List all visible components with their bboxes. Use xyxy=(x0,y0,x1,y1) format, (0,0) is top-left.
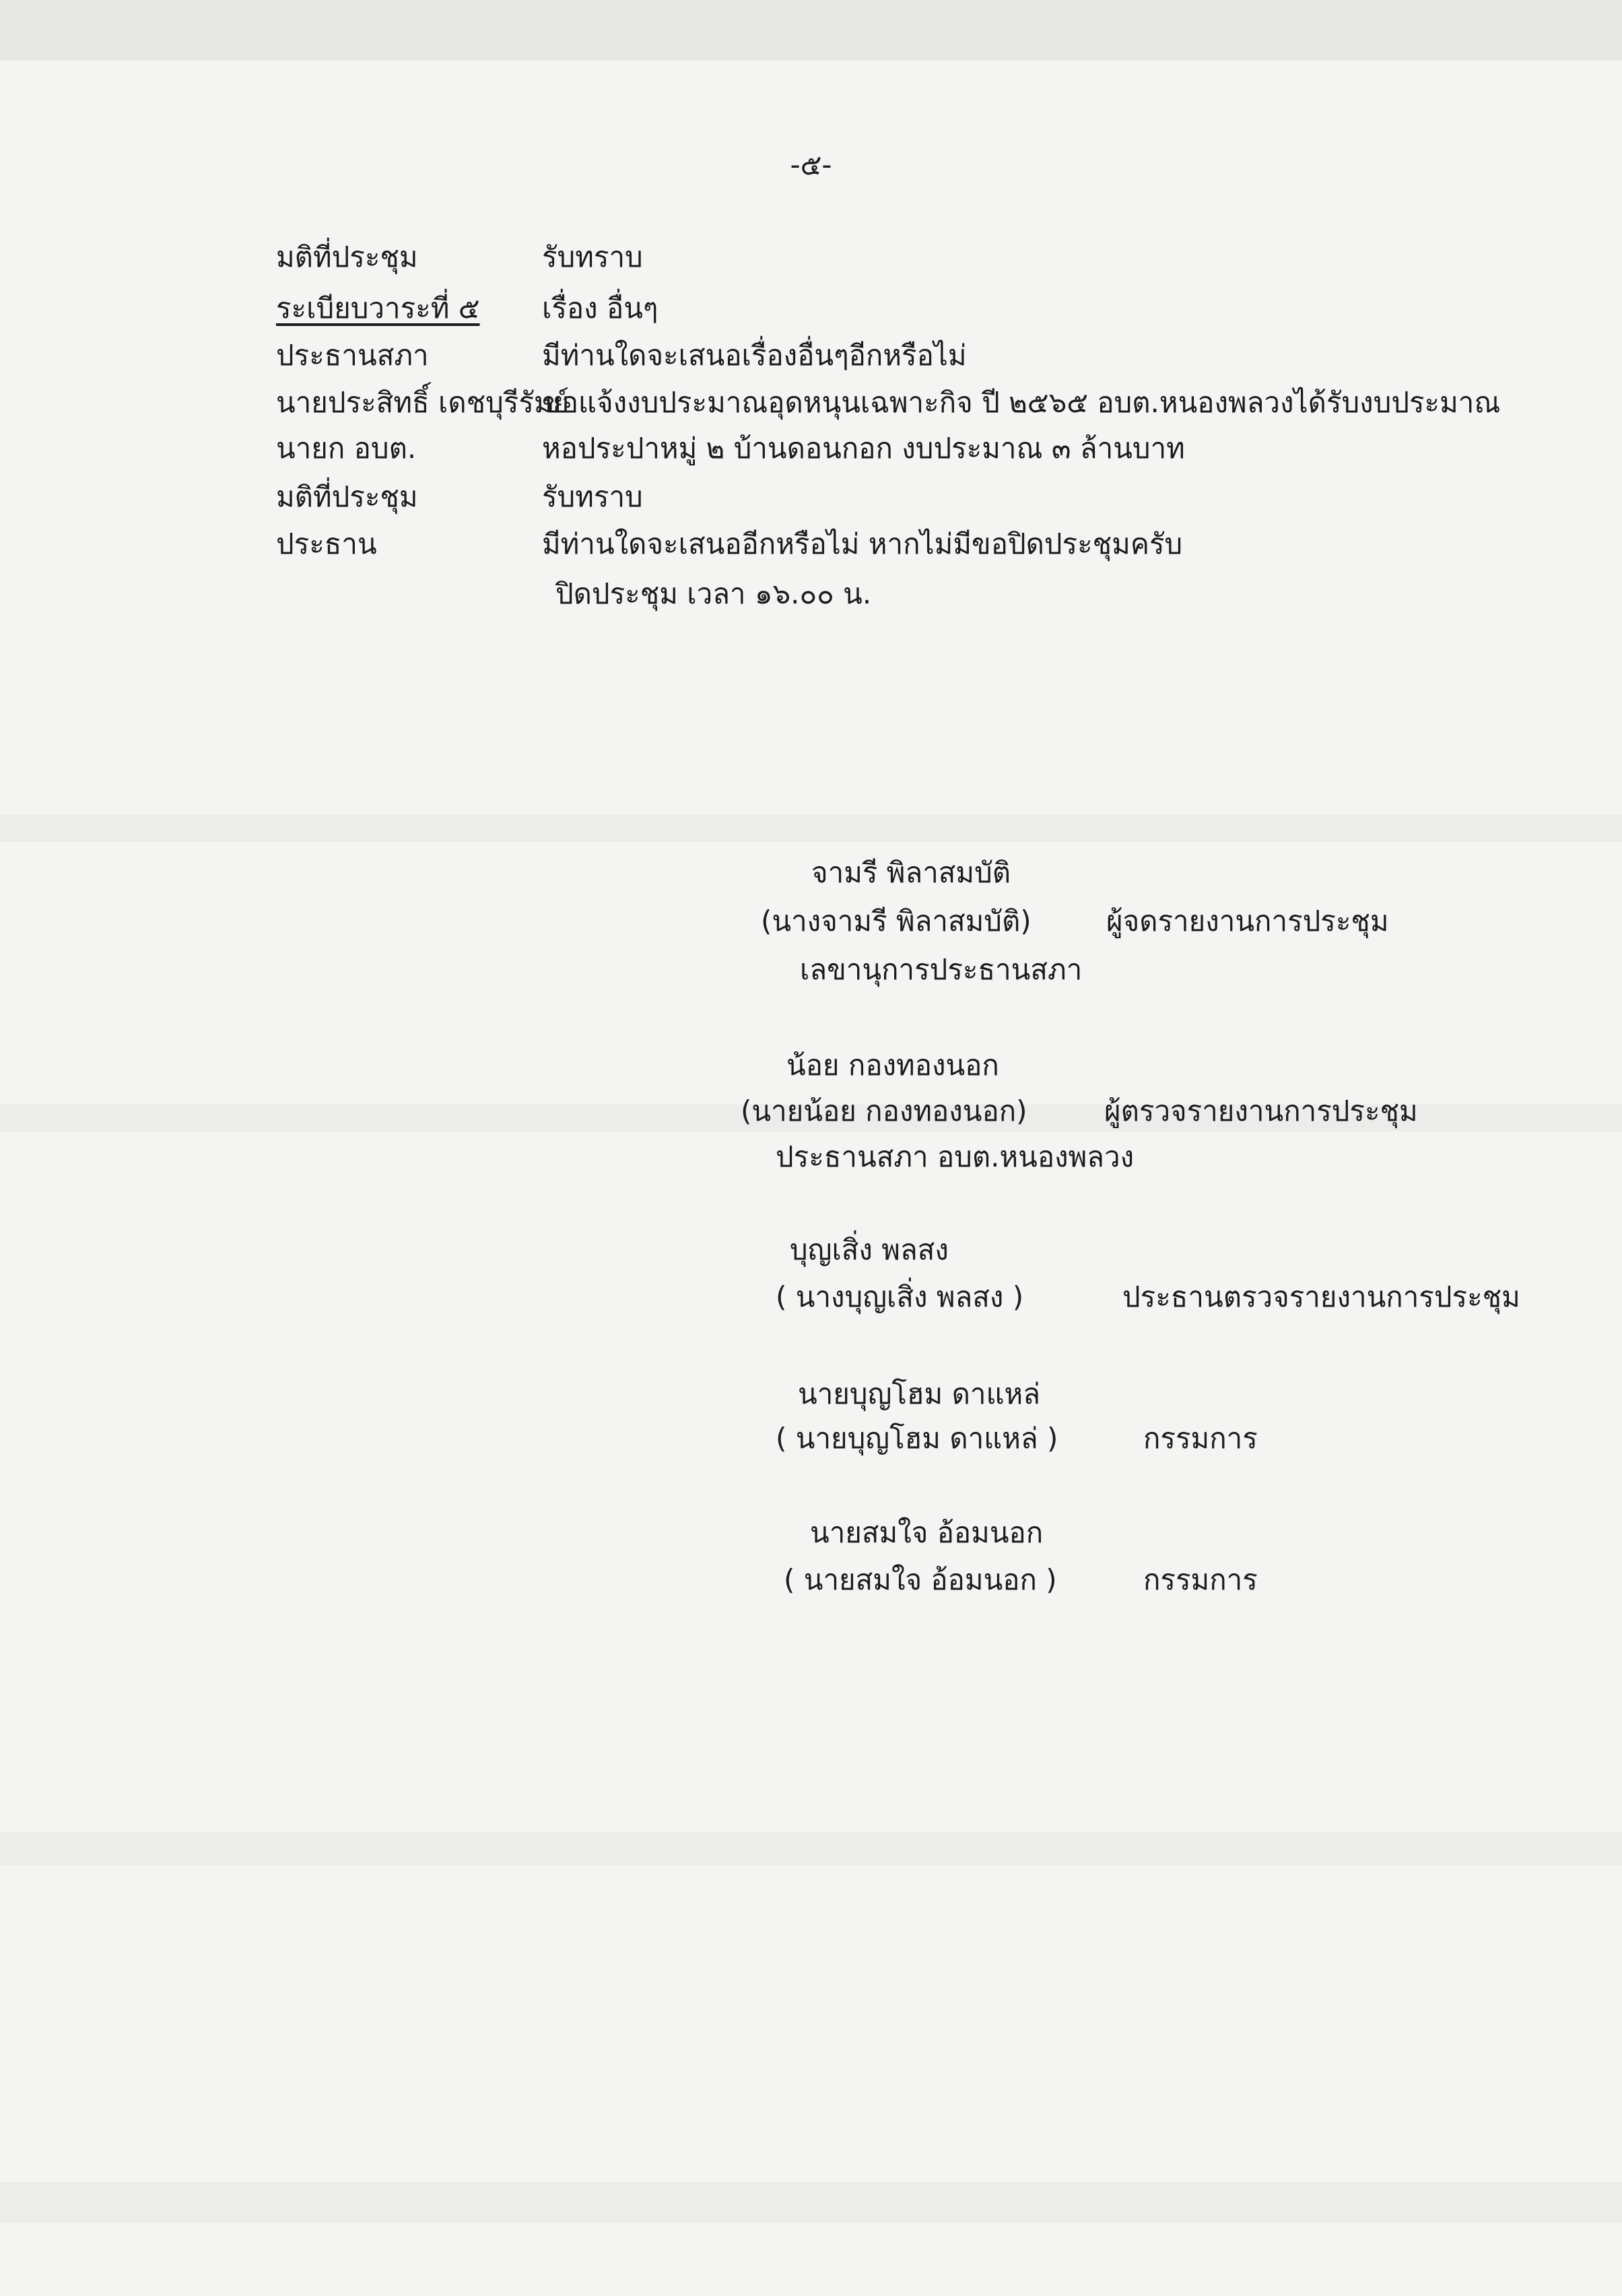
signatory-role: กรรมการ xyxy=(1143,1422,1258,1455)
signature: จามรี พิลาสมบัติ xyxy=(811,856,1011,889)
row-label: ประธานสภา xyxy=(276,339,429,372)
row-label: มติที่ประชุม xyxy=(276,240,418,273)
scan-artifact-band xyxy=(0,815,1622,842)
signatory-role: ประธานตรวจรายงานการประชุม xyxy=(1122,1280,1520,1313)
signatory-name: (นายน้อย กองทองนอก) xyxy=(741,1094,1027,1127)
agenda-item-heading: ระเบียบวาระที่ ๕ xyxy=(276,292,480,325)
signature: นายบุญโฮม ดาแหล่ xyxy=(798,1377,1040,1410)
signatory-position: ประธานสภา อบต.หนองพลวง xyxy=(776,1140,1135,1173)
page-number: -๕- xyxy=(790,148,832,181)
closing-time: ปิดประชุม เวลา ๑๖.๐๐ น. xyxy=(555,577,872,610)
row-label: นายก อบต. xyxy=(276,432,417,465)
scan-artifact-band xyxy=(0,2182,1622,2223)
signature: บุญเสิ่ง พลสง xyxy=(790,1233,949,1266)
signatory-role: กรรมการ xyxy=(1143,1563,1258,1596)
row-value: มีท่านใดจะเสนออีกหรือไม่ หากไม่มีขอปิดประชุมครับ xyxy=(542,527,1183,560)
row-value: หอประปาหมู่ ๒ บ้านดอนกอก งบประมาณ ๓ ล้านบาท xyxy=(542,432,1185,465)
scan-artifact-band xyxy=(0,1832,1622,1866)
signatory-role: ผู้จดรายงานการประชุม xyxy=(1106,905,1389,938)
signatory-name: ( นายสมใจ อ้อมนอก ) xyxy=(784,1563,1057,1596)
scan-artifact-top xyxy=(0,0,1622,61)
row-value: รับทราบ xyxy=(542,240,643,273)
signature: นายสมใจ อ้อมนอก xyxy=(810,1516,1044,1549)
signatory-name: (นางจามรี พิลาสมบัติ) xyxy=(761,905,1032,938)
row-value: รับทราบ xyxy=(542,480,643,513)
row-value: มีท่านใดจะเสนอเรื่องอื่นๆอีกหรือไม่ xyxy=(542,339,967,372)
signatory-position: เลขานุการประธานสภา xyxy=(800,953,1083,986)
row-value: เรื่อง อื่นๆ xyxy=(542,292,658,325)
row-label: มติที่ประชุม xyxy=(276,480,418,513)
signatory-role: ผู้ตรวจรายงานการประชุม xyxy=(1104,1094,1418,1127)
signatory-name: ( นายบุญโฮม ดาแหล่ ) xyxy=(776,1422,1058,1455)
signature: น้อย กองทองนอก xyxy=(786,1049,999,1082)
row-label: นายประสิทธิ์ เดชบุรีรัมย์ xyxy=(276,386,570,419)
signatory-name: ( นางบุญเสิ่ง พลสง ) xyxy=(776,1280,1024,1313)
row-label: ประธาน xyxy=(276,527,377,560)
row-value: ขอแจ้งงบประมาณอุดหนุนเฉพาะกิจ ปี ๒๕๖๕ อบต.หนองพลวงได้รับงบประมาณ xyxy=(542,386,1501,419)
